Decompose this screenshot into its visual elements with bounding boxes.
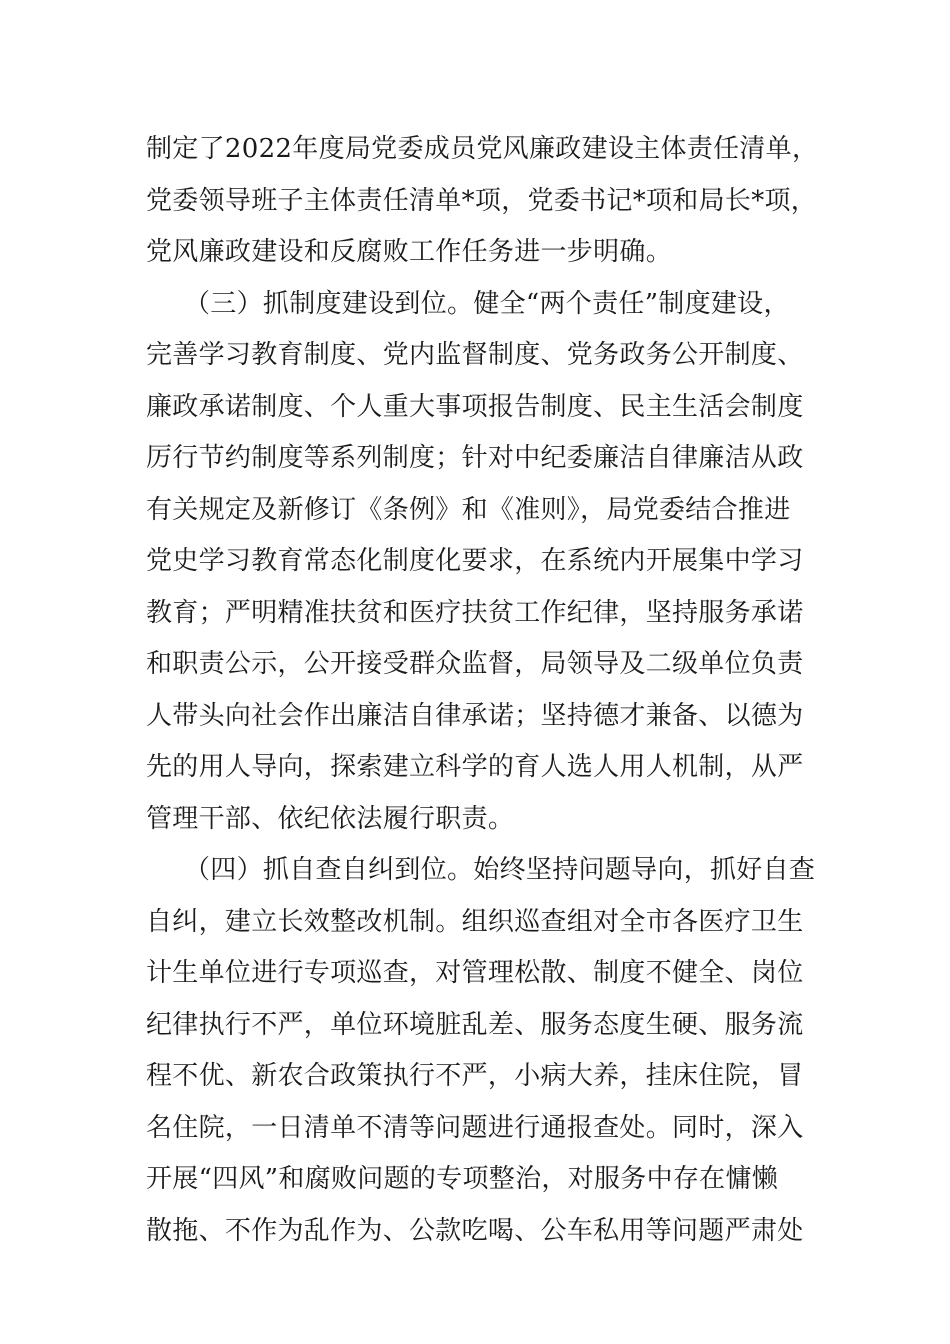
text-line: 计生单位进行专项巡查，对管理松散、制度不健全、岗位: [146, 958, 804, 988]
text-line: 散拖、不作为乱作为、公款吃喝、公车私用等问题严肃处: [146, 1216, 804, 1246]
text-line: 先的用人导向，探索建立科学的育人选人用人机制，从严: [146, 752, 804, 782]
section-heading-three: （三）抓制度建设到位。健全“两个责任”制度建设，: [184, 289, 790, 319]
text-line: 名住院，一日清单不清等问题进行通报查处。同时，深入: [146, 1113, 804, 1143]
text-line: 自纠，建立长效整改机制。组织巡查组对全市各医疗卫生: [146, 907, 804, 937]
section-heading-four: （四）抓自查自纠到位。始终坚持问题导向，抓好自查: [184, 855, 816, 885]
text-line: 和职责公示，公开接受群众监督，局领导及二级单位负责: [146, 649, 804, 679]
text-line: 教育；严明精准扶贫和医疗扶贫工作纪律，坚持服务承诺: [146, 598, 804, 628]
text-line: 党委领导班子主体责任清单*项，党委书记*项和局长*项，: [146, 186, 818, 216]
text-line: 制定了2022年度局党委成员党风廉政建设主体责任清单，: [146, 134, 819, 164]
text-line: 有关规定及新修订《条例》和《准则》，局党委结合推进: [146, 495, 791, 525]
text-line: 管理干部、依纪依法履行职责。: [146, 804, 515, 834]
text-line: 程不优、新农合政策执行不严，小病大养，挂床住院，冒: [146, 1061, 804, 1091]
text-line: 廉政承诺制度、个人重大事项报告制度、民主生活会制度: [146, 392, 804, 422]
text-line: 厉行节约制度等系列制度；针对中纪委廉洁自律廉洁从政: [146, 443, 804, 473]
text-line: 纪律执行不严，单位环境脏乱差、服务态度生硬、服务流: [146, 1010, 804, 1040]
text-line: 党史学习教育常态化制度化要求，在系统内开展集中学习: [146, 546, 804, 576]
text-line: 党风廉政建设和反腐败工作任务进一步明确。: [146, 237, 673, 267]
text-line: 开展“四风”和腐败问题的专项整治，对服务中存在慵懒: [146, 1164, 779, 1194]
text-line: 人带头向社会作出廉洁自律承诺；坚持德才兼备、以德为: [146, 701, 804, 731]
text-line: 完善学习教育制度、党内监督制度、党务政务公开制度、: [146, 340, 804, 370]
